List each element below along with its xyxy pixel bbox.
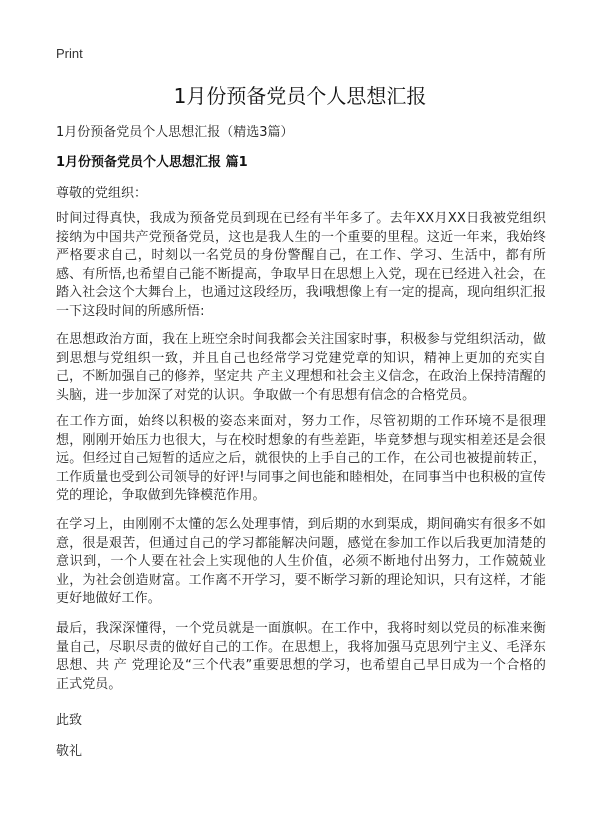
document-subtitle: 1月份预备党员个人思想汇报（精选3篇）	[56, 125, 294, 140]
salutation: 尊敬的党组织：	[56, 186, 148, 201]
paragraph-study: 在学习上，由刚刚不太懂的怎么处理事情，到后期的水到渠成，期间确实有很多不如意，很是艰苦，但通过自己的学习都能解决问题，感觉在参加工作以后我更加清楚的意识到，一个人要在社会上实现他的人生价值，必须不断地付出努力，工作兢兢业业，为社会创造财富。工作离不开学习，要不断学习新的理论知识，只有这样，才能更好地做好工作。	[56, 517, 546, 606]
paragraph-intro: 时间过得真快，我成为预备党员到现在已经有半年多了。去年XX月XX日我被党组织接纳为中国共产党预备党员，这也是我人生的一个重要的里程。这近一年来，我始终严格要求自己，时刻以一名党员的身份警醒自己，在工作、学习、生活中，都有所感、有所悟,也希望自己能不断提高，争取早日在思想上入党，现在已经进入社会，在踏入社会这个大舞台上，也通过这段经历，我i哦想像上有一定的提高，现向组织汇报一下这段时间的所感所悟:	[56, 211, 546, 319]
paragraph-political: 在思想政治方面，我在上班空余时间我都会关注国家时事，积极参与党组织活动，做到思想与党组织一致，并且自己也经常学习党建党章的知识，精神上更加的充实自己，不断加强自己的修养，坚定共 产主义理想和社会主义信念，在政治上保持清醒的头脑，进一步加深了对党的认识。争取做一个有思想有信念的合格党员。	[56, 332, 546, 403]
page-title: 1月份预备党员个人思想汇报	[173, 84, 427, 108]
paragraph-conclusion: 最后，我深深懂得，一个党员就是一面旗帜。在工作中，我将时刻以党员的标准来衡量自己，尽职尽责的做好自己的工作。在思想上，我将加强马克思列宁主义、毛泽东思想、共 产 党理论及“三个代表”重要思想的学习，也希望自己早日成为一个合格的正式党员。	[56, 621, 546, 692]
print-link[interactable]: Print	[56, 46, 83, 61]
section-heading: 1月份预备党员个人思想汇报 篇1	[56, 155, 248, 170]
paragraph-work: 在工作方面，始终以积极的姿态来面对，努力工作，尽管初期的工作环境不是很理想，刚刚开始压力也很大，与在校时想象的有些差距，毕竟梦想与现实相差还是会很远。但经过自己短暂的适应之后，就很快的上手自己的工作，在公司也被提前转正，工作质量也受到公司领导的好评!与同事之间也能和睦相处，在同事当中也积极的宣传党的理论，争取做到先锋模范作用。	[56, 414, 547, 503]
closing-salute: 敬礼	[56, 744, 83, 759]
closing-greeting: 此致	[56, 713, 83, 728]
